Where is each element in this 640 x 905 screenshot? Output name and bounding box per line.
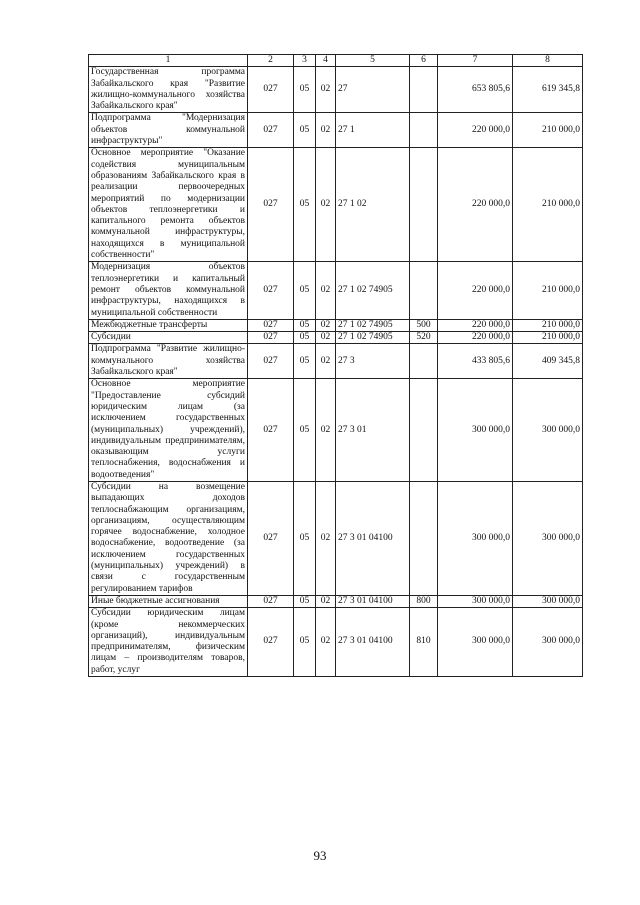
cell-target-article: 27 3 01 [336, 379, 410, 482]
table-row [89, 113, 583, 148]
col-header-1: 1 [89, 55, 248, 67]
cell-subsection: 02 [316, 608, 336, 677]
col-header-5: 5 [336, 55, 410, 67]
cell-expense-type: 810 [410, 608, 438, 677]
cell-target-article: 27 3 01 04100 [336, 595, 410, 607]
table-row [89, 148, 583, 262]
cell-section: 05 [294, 148, 316, 262]
cell-admin-code: 027 [248, 67, 294, 113]
cell-section: 05 [294, 332, 316, 344]
cell-target-article: 27 3 [336, 344, 410, 379]
cell-target-article: 27 1 02 [336, 148, 410, 262]
cell-amount-year2: 210 000,0 [513, 148, 583, 262]
table-row [89, 67, 583, 113]
cell-amount-year2: 210 000,0 [513, 319, 583, 331]
cell-amount-year1: 300 000,0 [438, 608, 513, 677]
cell-amount-year2: 300 000,0 [513, 608, 583, 677]
cell-section: 05 [294, 113, 316, 148]
cell-section: 05 [294, 67, 316, 113]
cell-section: 05 [294, 379, 316, 482]
cell-expense-type: 520 [410, 332, 438, 344]
cell-target-article: 27 3 01 04100 [336, 481, 410, 595]
cell-target-article: 27 1 02 74905 [336, 332, 410, 344]
cell-amount-year2: 210 000,0 [513, 332, 583, 344]
cell-expense-type [410, 379, 438, 482]
cell-expense-type: 800 [410, 595, 438, 607]
table-row [89, 595, 583, 607]
table-row [89, 332, 583, 344]
cell-subsection: 02 [316, 262, 336, 319]
cell-target-article: 27 1 [336, 113, 410, 148]
col-header-3: 3 [294, 55, 316, 67]
cell-admin-code: 027 [248, 595, 294, 607]
row-name: Субсидии [89, 332, 248, 344]
cell-amount-year2: 300 000,0 [513, 379, 583, 482]
row-name: Основное мероприятие "Предоставление субсидий юридическим лицам (за исключением государственных (муниципальных) учреждений), индивидуальным предпринимателям, оказывающим услуги теплоснабжения, водоснабжения и водоотведения" [89, 379, 248, 482]
cell-section: 05 [294, 608, 316, 677]
cell-subsection: 02 [316, 595, 336, 607]
cell-admin-code: 027 [248, 332, 294, 344]
cell-section: 05 [294, 262, 316, 319]
row-name: Модернизация объектов теплоэнергетики и капитальный ремонт объектов коммунальной инфраструктуры, находящихся в муниципальной собственности [89, 262, 248, 319]
cell-target-article: 27 1 02 74905 [336, 319, 410, 331]
cell-amount-year1: 220 000,0 [438, 262, 513, 319]
cell-admin-code: 027 [248, 379, 294, 482]
cell-subsection: 02 [316, 481, 336, 595]
cell-amount-year2: 210 000,0 [513, 262, 583, 319]
cell-amount-year1: 433 805,6 [438, 344, 513, 379]
page-number: 93 [313, 848, 327, 863]
cell-subsection: 02 [316, 319, 336, 331]
col-header-4: 4 [316, 55, 336, 67]
cell-amount-year1: 300 000,0 [438, 379, 513, 482]
cell-amount-year2: 619 345,8 [513, 67, 583, 113]
col-header-7: 7 [438, 55, 513, 67]
cell-target-article: 27 1 02 74905 [336, 262, 410, 319]
cell-admin-code: 027 [248, 481, 294, 595]
cell-subsection: 02 [316, 332, 336, 344]
col-header-6: 6 [410, 55, 438, 67]
cell-amount-year2: 300 000,0 [513, 481, 583, 595]
cell-amount-year1: 220 000,0 [438, 148, 513, 262]
cell-subsection: 02 [316, 148, 336, 262]
cell-section: 05 [294, 481, 316, 595]
cell-amount-year1: 300 000,0 [438, 595, 513, 607]
cell-admin-code: 027 [248, 148, 294, 262]
budget-table [88, 54, 583, 677]
cell-subsection: 02 [316, 379, 336, 482]
table-row [89, 379, 583, 482]
col-header-8: 8 [513, 55, 583, 67]
row-name: Основное мероприятие "Оказание содействия муниципальным образованиям Забайкальского края в реализации первоочередных мероприятий по модернизации объектов теплоэнергетики и капитального ремонта объектов коммунальной инфраструктуры, находящихся в муниципальной собственности" [89, 148, 248, 262]
cell-target-article: 27 3 01 04100 [336, 608, 410, 677]
cell-admin-code: 027 [248, 319, 294, 331]
cell-amount-year2: 300 000,0 [513, 595, 583, 607]
cell-amount-year1: 300 000,0 [438, 481, 513, 595]
cell-section: 05 [294, 319, 316, 331]
cell-expense-type [410, 67, 438, 113]
cell-target-article: 27 [336, 67, 410, 113]
row-name: Подпрограмма "Развитие жилищно-коммунального хозяйства Забайкальского края" [89, 344, 248, 379]
cell-admin-code: 027 [248, 608, 294, 677]
cell-subsection: 02 [316, 344, 336, 379]
row-name: Межбюджетные трансферты [89, 319, 248, 331]
cell-amount-year1: 220 000,0 [438, 332, 513, 344]
table-row [89, 344, 583, 379]
table-row [89, 481, 583, 595]
cell-section: 05 [294, 595, 316, 607]
table-row [89, 319, 583, 331]
cell-amount-year1: 653 805,6 [438, 67, 513, 113]
table-row [89, 608, 583, 677]
row-name: Субсидии юридическим лицам (кроме некоммерческих организаций), индивидуальным предпринимателям, физическим лицам – производителям товаров, работ, услуг [89, 608, 248, 677]
cell-section: 05 [294, 344, 316, 379]
cell-expense-type [410, 262, 438, 319]
cell-admin-code: 027 [248, 262, 294, 319]
cell-expense-type [410, 113, 438, 148]
col-header-2: 2 [248, 55, 294, 67]
cell-amount-year1: 220 000,0 [438, 319, 513, 331]
row-name: Государственная программа Забайкальского края "Развитие жилищно-коммунального хозяйства Забайкальского края" [89, 67, 248, 113]
cell-admin-code: 027 [248, 113, 294, 148]
cell-subsection: 02 [316, 67, 336, 113]
row-name: Субсидии на возмещение выпадающих доходов теплоснабжающим организациям, организациям, осуществляющим горячее водоснабжение, холодное водоснабжение, водоотведение (за исключением государственных (муниципальных) учреждений) в связи с государственным регулированием тарифов [89, 481, 248, 595]
cell-amount-year2: 210 000,0 [513, 113, 583, 148]
cell-amount-year1: 220 000,0 [438, 113, 513, 148]
row-name: Подпрограмма "Модернизация объектов коммунальной инфраструктуры" [89, 113, 248, 148]
cell-expense-type: 500 [410, 319, 438, 331]
table-row [89, 262, 583, 319]
row-name: Иные бюджетные ассигнования [89, 595, 248, 607]
cell-expense-type [410, 344, 438, 379]
cell-admin-code: 027 [248, 344, 294, 379]
cell-subsection: 02 [316, 113, 336, 148]
cell-expense-type [410, 481, 438, 595]
cell-expense-type [410, 148, 438, 262]
cell-amount-year2: 409 345,8 [513, 344, 583, 379]
column-number-row [89, 55, 583, 67]
